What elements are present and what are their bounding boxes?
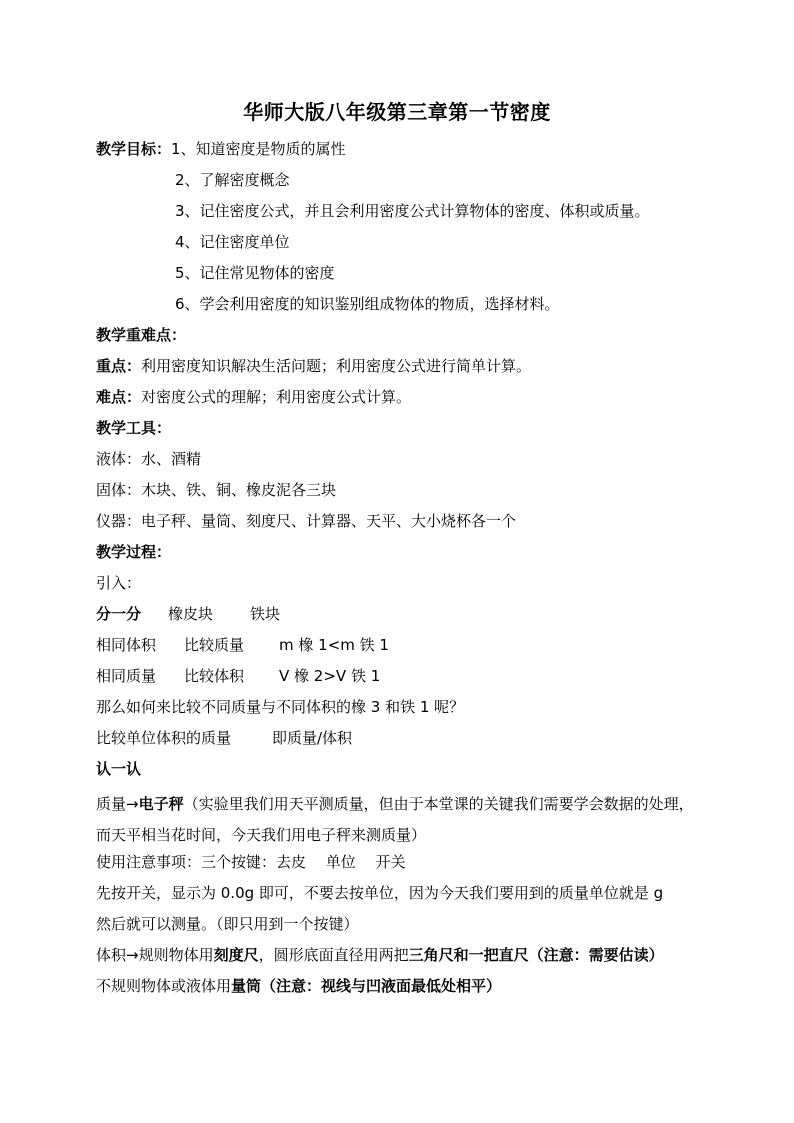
objective-line-1	[96, 139, 346, 159]
compare-unit-text: 比较单位体积的质量	[96, 729, 232, 747]
volume-line	[96, 945, 664, 965]
compare-unit-line	[96, 728, 352, 748]
row1-result: m 橡 1<m 铁 1	[279, 636, 389, 654]
mass-note: （实验里我们用天平测质量，但由于本堂课的关键我们需要学会数据的处理，而天平相当花时间，今天我们用电子秤来测质量）	[96, 795, 694, 844]
objective-item: 5、记住常见物体的密度	[175, 264, 335, 282]
tools-solid: 固体：木块、铁、铜、橡皮泥各三块	[96, 481, 337, 499]
process-heading: 教学过程：	[96, 543, 172, 561]
focus-label: 重点：	[96, 357, 142, 375]
mass-prefix: 质量→	[96, 795, 139, 813]
compare-row-1	[96, 635, 389, 655]
row2-condition: 相同质量	[96, 667, 157, 685]
objective-item: 6、学会利用密度的知识鉴别组成物体的物质，选择材料。	[175, 295, 560, 313]
row1-condition: 相同体积	[96, 636, 157, 654]
objective-item: 4、记住密度单位	[175, 233, 290, 251]
objective-item: 1、知道密度是物质的属性	[171, 140, 346, 158]
document-title: 华师大版八年级第三章第一节密度	[243, 100, 551, 124]
irregular-line	[96, 976, 501, 996]
compare-unit-formula: 即质量/体积	[272, 729, 353, 747]
objectives-label: 教学目标：	[96, 140, 172, 158]
sort-item-rubber: 橡皮块	[168, 605, 214, 623]
difficulty-label: 难点：	[96, 388, 142, 406]
then-measure-line: 然后就可以测量。（即只用到一个按键）	[96, 915, 359, 933]
compare-row-2	[96, 666, 380, 686]
row2-result: V 橡 2>V 铁 1	[279, 667, 381, 685]
irregular-note: （注意：视线与凹液面最低处相平）	[261, 977, 502, 995]
intro-line: 引入：	[96, 574, 142, 592]
key-points-heading: 教学重难点：	[96, 326, 187, 344]
sort-item-iron: 铁块	[250, 605, 281, 623]
volume-mid: ，圆形底面直径用两把	[258, 946, 409, 964]
tools-instruments: 仪器：电子秤、量筒、刻度尺、计算器、天平、大小烧杯各一个	[96, 512, 517, 530]
first-press-line: 先按开关，显示为 0.0g 即可，不要去按单位，因为今天我们要用到的质量单位就是 g	[96, 884, 664, 902]
question-line: 那么如何来比较不同质量与不同体积的橡 3 和铁 1 呢？	[96, 698, 465, 716]
row2-action: 比较体积	[184, 667, 245, 685]
irregular-prefix: 不规则物体或液体用	[96, 977, 232, 995]
row1-action: 比较质量	[184, 636, 245, 654]
volume-note: （注意：需要估读）	[528, 946, 664, 964]
volume-tool-2: 三角尺和一把直尺	[408, 946, 529, 964]
focus-text: 利用密度知识解决生活问题；利用密度公式进行简单计算。	[141, 357, 532, 375]
tools-liquid: 液体：水、酒精	[96, 450, 202, 468]
objective-item: 2、了解密度概念	[175, 171, 290, 189]
recognize-heading: 认一认	[96, 760, 142, 778]
sort-line	[96, 604, 280, 624]
volume-tool: 刻度尺	[213, 946, 259, 964]
difficulty-line	[96, 387, 411, 407]
difficulty-text: 对密度公式的理解；利用密度公式计算。	[141, 388, 412, 406]
sort-label: 分一分	[96, 605, 142, 623]
volume-prefix: 体积→规则物体用	[96, 946, 214, 964]
mass-paragraph	[96, 789, 706, 851]
irregular-tool: 量筒	[231, 977, 262, 995]
tools-heading: 教学工具：	[96, 419, 172, 437]
focus-line	[96, 356, 531, 376]
usage-line: 使用注意事项：三个按键：去皮 单位 开关	[96, 853, 406, 871]
mass-tool: 电子秤	[138, 795, 184, 813]
objective-item: 3、记住密度公式，并且会利用密度公式计算物体的密度、体积或质量。	[175, 202, 650, 220]
